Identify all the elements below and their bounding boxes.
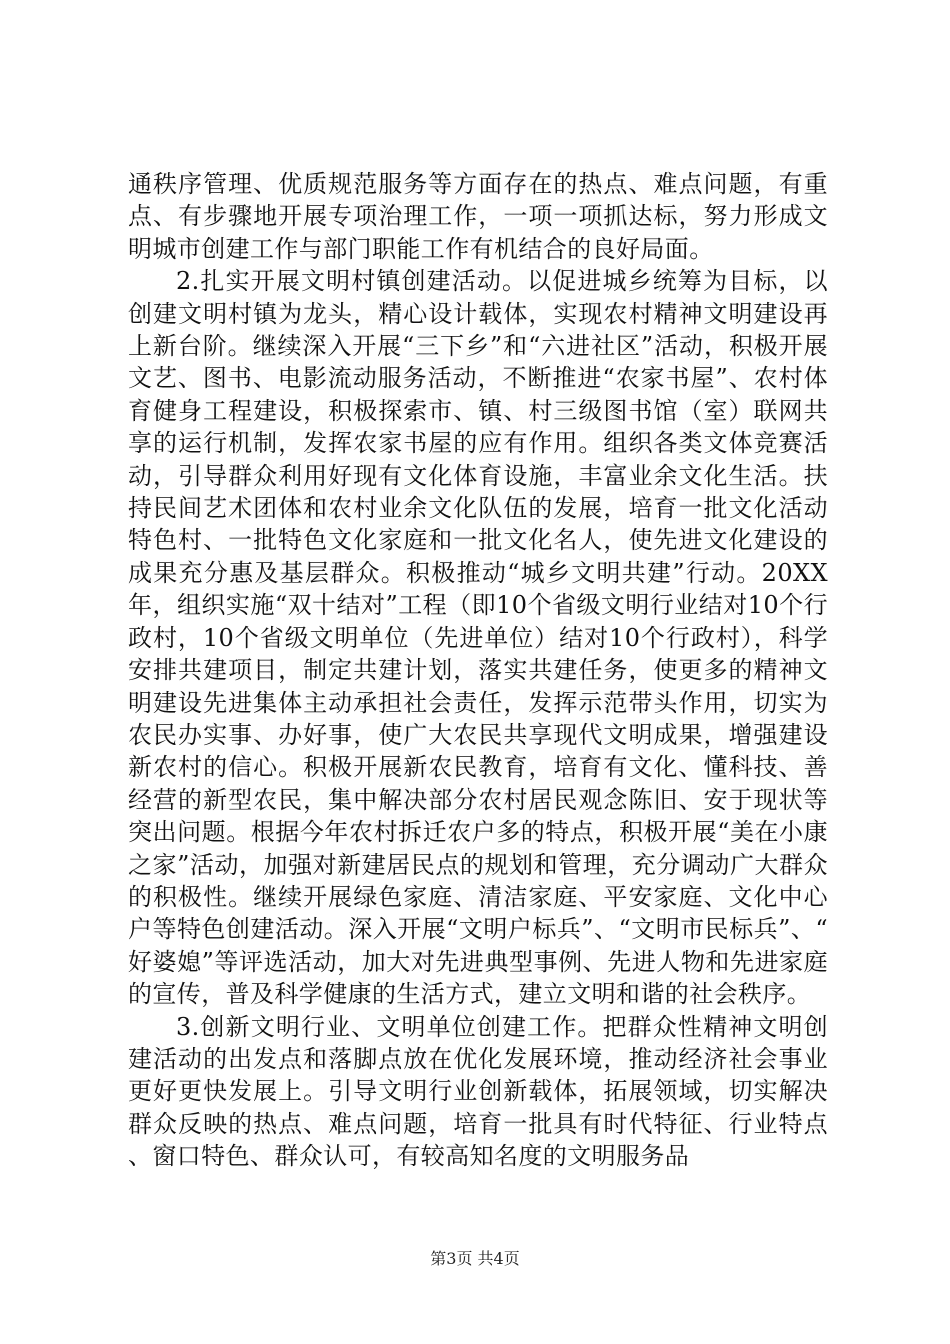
page-footer: 第3页 共4页 [430,1249,520,1268]
paragraph-continuation: 通秩序管理、优质规范服务等方面存在的热点、难点问题，有重点、有步骤地开展专项治理工作，一项一项抓达标，努力形成文明城市创建工作与部门职能工作有机结合的良好局面。 [128,170,828,263]
paragraph-industry-units: 3.创新文明行业、文明单位创建工作。把群众性精神文明创建活动的出发点和落脚点放在优化发展环境，推动经济社会事业更好更快发展上。引导文明行业创新载体，拓展领域，切实解决群众反映的热点、难点问题，培育一批具有时代特征、行业特点、窗口特色、群众认可，有较高知名度的文明服务品 [128,1012,828,1171]
paragraph-rural-civilization: 2.扎实开展文明村镇创建活动。以促进城乡统筹为目标，以创建文明村镇为龙头，精心设计载体，实现农村精神文明建设再上新台阶。继续深入开展“三下乡”和“六进社区”活动，积极开展文艺、图书、电影流动服务活动，不断推进“农家书屋”、农村体育健身工程建设，积极探索市、镇、村三级图书馆（室）联网共享的运行机制，发挥农家书屋的应有作用。组织各类文体竞赛活动，引导群众利用好现有文化体育设施，丰富业余文化生活。扶持民间艺术团体和农村业余文化队伍的发展，培育一批文化活动特色村、一批特色文化家庭和一批文化名人，使先进文化建设的成果充分惠及基层群众。积极推动“城乡文明共建”行动。20XX年，组织实施“双十结对”工程（即10个省级文明行业结对10个行政村，10个省级文明单位（先进单位）结对10个行政村），科学安排共建项目，制定共建计划，落实共建任务，使更多的精神文明建设先进集体主动承担社会责任，发挥示范带头作用，切实为农民办实事、办好事，使广大农民共享现代文明成果，增强建设新农村的信心。积极开展新农民教育，培育有文化、懂科技、善经营的新型农民，集中解决部分农村居民观念陈旧、安于现状等突出问题。根据今年农村拆迁农户多的特点，积极开展“美在小康之家”活动，加强对新建居民点的规划和管理，充分调动广大群众的积极性。继续开展绿色家庭、清洁家庭、平安家庭、文化中心户等特色创建活动。深入开展“文明户标兵”、“文明市民标兵”、“好婆媳”等评选活动，加大对先进典型事例、先进人物和先进家庭的宣传，普及科学健康的生活方式，建立文明和谐的社会秩序。 [128,267,828,1009]
document-body [128,168,828,1173]
